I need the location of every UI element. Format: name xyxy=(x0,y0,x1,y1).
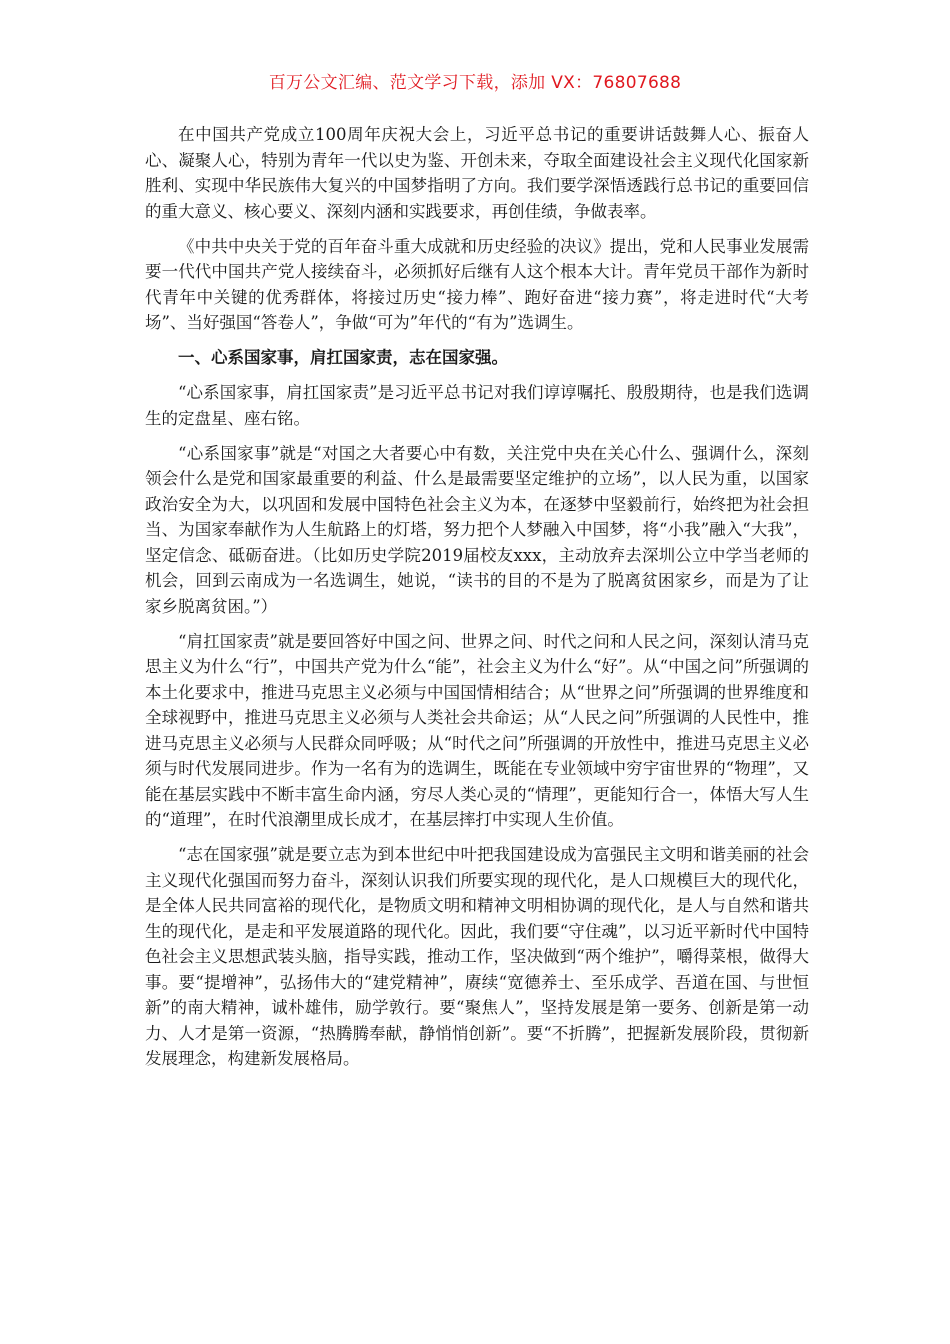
paragraph-resolution: 《中共中央关于党的百年奋斗重大成就和历史经验的决议》提出，党和人民事业发展需要一代代中国共产党人接续奋斗，必须抓好后继有人这个根本大计。青年党员干部作为新时代青年中关键的优秀群体，将接过历史“接力棒”、跑好奋进“接力赛”，将走进时代“大考场”、当好强国“答卷人”，争做“可为”年代的“有为”选调生。 xyxy=(145,236,809,332)
paragraph-strong-country: “志在国家强”就是要立志为到本世纪中叶把我国建设成为富强民主文明和谐美丽的社会主义现代化强国而努力奋斗，深刻认识我们所要实现的现代化，是人口规模巨大的现代化，是全体人民共同富裕的现代化，是物质文明和精神文明相协调的现代化，是人与自然和谐共生的现代化，是走和平发展道路的现代化。因此，我们要“守住魂”，以习近平新时代中国特色社会主义思想武装头脑，指导实践，推动工作，坚决做到“两个维护”，嚼得菜根，做得大事。要“提增神”，弘扬伟大的“建党精神”，赓续“宽德养士、至乐成学、吾道在国、与世恒新”的南大精神，诚朴雄伟，励学敦行。要“聚焦人”，坚持发展是第一要务、创新是第一动力、人才是第一资源，“热腾腾奉献，静悄悄创新”。要“不折腾”，把握新发展阶段，贯彻新发展理念，构建新发展格局。 xyxy=(145,845,809,1068)
paragraph-shoulder-duty: “肩扛国家责”就是要回答好中国之问、世界之问、时代之问和人民之问，深刻认清马克思主义为什么“行”，中国共产党为什么“能”，社会主义为什么“好”。从“中国之问”所强调的本土化要求中，推进马克思主义必须与中国国情相结合；从“世界之问”所强调的世界维度和全球视野中，推进马克思主义必须与人类社会共命运；从“人民之问”所强调的人民性中，推进马克思主义必须与人民群众同呼吸；从“时代之问”所强调的开放性中，推进马克思主义必须与时代发展同进步。作为一名有为的选调生，既能在专业领域中穷宇宙世界的“物理”，又能在基层实践中不断丰富生命内涵，穷尽人类心灵的“情理”，更能知行合一，体悟大写人生的“道理”，在时代浪潮里成长成才，在基层摔打中实现人生价值。 xyxy=(145,631,809,829)
section-heading-1: 一、心系国家事，肩扛国家责，志在国家强。 xyxy=(178,348,508,367)
paragraph-guiding-star: “心系国家事，肩扛国家责”是习近平总书记对我们谆谆嘱托、殷殷期待，也是我们选调生的定盘星、座右铭。 xyxy=(145,383,809,428)
paragraph-heart-on-country: “心系国家事”就是“对国之大者要心中有数，关注党中央在关心什么、强调什么，深刻领会什么是党和国家最重要的利益、什么是最需要坚定维护的立场”，以人民为重，以国家政治安全为大，以巩固和发展中国特色社会主义为本，在逐梦中坚毅前行，始终把为社会担当、为国家奉献作为人生航路上的灯塔，努力把个人梦融入中国梦，将“小我”融入“大我”，坚定信念、砥砺奋进。（比如历史学院2019届校友xxx，主动放弃去深圳公立中学当老师的机会，回到云南成为一名选调生，她说，“读书的目的不是为了脱离贫困家乡，而是为了让家乡脱离贫困。”） xyxy=(145,443,809,616)
paragraph-intro: 在中国共产党成立100周年庆祝大会上，习近平总书记的重要讲话鼓舞人心、振奋人心、凝聚人心，特别为青年一代以史为鉴、开创未来，夺取全面建设社会主义现代化国家新胜利、实现中华民族伟大复兴的中国梦指明了方向。我们要学深悟透践行总书记的重要回信的重大意义、核心要义、深刻内涵和实践要求，再创佳绩，争做表率。 xyxy=(145,125,809,221)
document-body xyxy=(145,122,809,1081)
header-banner: 百万公文汇编、范文学习下载，添加 VX：76807688 xyxy=(268,73,682,93)
